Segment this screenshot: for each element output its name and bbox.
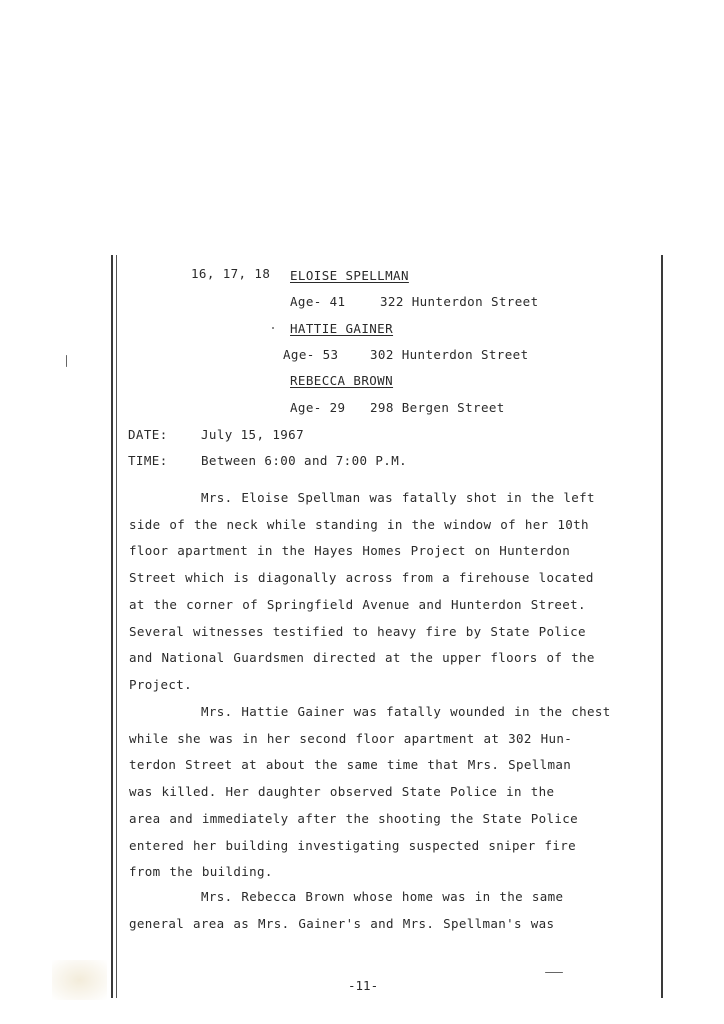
paragraph-spellman	[129, 485, 619, 699]
left-margin-rule-inner	[116, 255, 117, 998]
scan-stain	[52, 960, 107, 1000]
paragraph-line: entered her building investigating suspected sniper fire	[129, 837, 577, 853]
paragraph-line: general area as Mrs. Gainer's and Mrs. Spellman's was	[129, 915, 555, 931]
victim-2-address: 302 Hunterdon Street	[370, 347, 529, 362]
paragraph-line: Project.	[129, 676, 193, 692]
left-margin-rule	[111, 255, 113, 998]
victim-3-age: Age- 29	[290, 400, 346, 415]
paragraph-line: side of the neck while standing in the window of her 10th	[129, 516, 589, 532]
right-margin-rule	[661, 255, 663, 998]
paragraph-line: Mrs. Rebecca Brown whose home was in the same	[201, 889, 564, 904]
scan-speck	[272, 327, 274, 329]
paragraph-line: Street which is diagonally across from a firehouse located	[129, 570, 594, 586]
victim-3-address: 298 Bergen Street	[370, 400, 505, 415]
paragraph-line: area and immediately after the shooting the State Police	[129, 810, 579, 826]
page-number: -11-	[348, 978, 379, 993]
victim-2-name: HATTIE GAINER	[290, 321, 394, 336]
paragraph-line: Mrs. Eloise Spellman was fatally shot in the left	[201, 490, 595, 505]
victim-1-address: 322 Hunterdon Street	[380, 294, 539, 309]
paragraph-line: Mrs. Hattie Gainer was fatally wounded in the chest	[201, 704, 611, 719]
paragraph-line: was killed. Her daughter observed State Police in the	[129, 784, 555, 800]
paragraph-line: Several witnesses testified to heavy fire by State Police	[129, 623, 586, 639]
scan-speck	[545, 972, 563, 973]
case-numbers: 16, 17, 18	[191, 266, 271, 281]
scan-speck	[66, 355, 67, 367]
paragraph-line: terdon Street at about the same time that Mrs. Spellman	[129, 757, 572, 773]
victim-3-name: REBECCA BROWN	[290, 373, 394, 388]
paragraph-line: at the corner of Springfield Avenue and Hunterdon Street.	[129, 596, 586, 612]
paragraph-line: and National Guardsmen directed at the upper floors of the	[129, 650, 595, 666]
date-value: July 15, 1967	[201, 427, 305, 442]
victim-1-age: Age- 41	[290, 294, 346, 309]
time-value: Between 6:00 and 7:00 P.M.	[201, 453, 408, 468]
paragraph-brown	[129, 884, 619, 937]
time-label: TIME:	[128, 453, 168, 468]
victim-2-age: Age- 53	[283, 347, 339, 362]
paragraph-line: from the building.	[129, 864, 273, 880]
paragraph-line: floor apartment in the Hayes Homes Project on Hunterdon	[129, 543, 571, 559]
paragraph-line: while she was in her second floor apartment at 302 Hun-	[129, 730, 573, 746]
paragraph-gainer	[129, 699, 619, 886]
victim-1-name: ELOISE SPELLMAN	[290, 268, 409, 283]
date-label: DATE:	[128, 427, 168, 442]
